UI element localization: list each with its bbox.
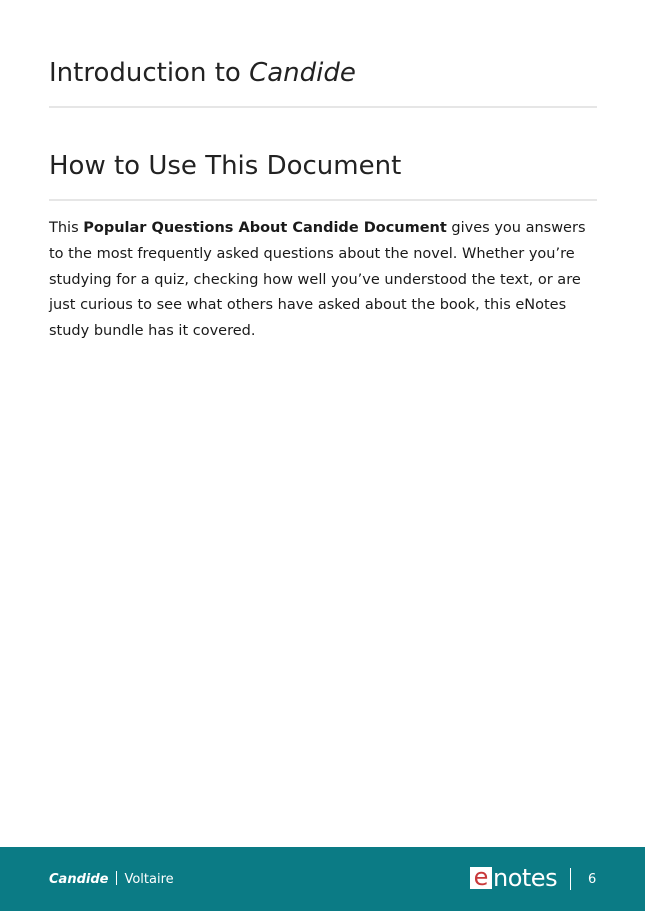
footer-divider (570, 868, 571, 890)
footer-book-title: Candide (49, 872, 109, 887)
footer-separator (116, 871, 117, 885)
footer-author: Voltaire (124, 872, 174, 887)
paragraph-bold-title: Popular Questions About Candide Document (83, 220, 447, 236)
page-footer (0, 847, 645, 911)
paragraph-rest: gives you answers to the most frequently asked questions about the novel. Whether you’re studying for a quiz, checking how well you’ve understood the text, or are just curious to see what others have asked about the book, this eNotes study bundle has it covered. (49, 220, 586, 340)
intro-heading-title: Candide (249, 58, 356, 88)
enotes-logo-text: notes (493, 864, 558, 892)
intro-paragraph (49, 216, 597, 345)
section-divider (49, 199, 597, 201)
section-heading: How to Use This Document (49, 151, 402, 181)
page-number: 6 (588, 872, 597, 887)
enotes-logo (470, 864, 557, 892)
paragraph-lead: This (49, 220, 84, 236)
footer-book-info (49, 871, 174, 888)
heading-divider (49, 106, 597, 108)
intro-heading (49, 56, 356, 90)
intro-heading-prefix: Introduction to (49, 58, 250, 88)
enotes-logo-e-icon: e (470, 867, 492, 889)
